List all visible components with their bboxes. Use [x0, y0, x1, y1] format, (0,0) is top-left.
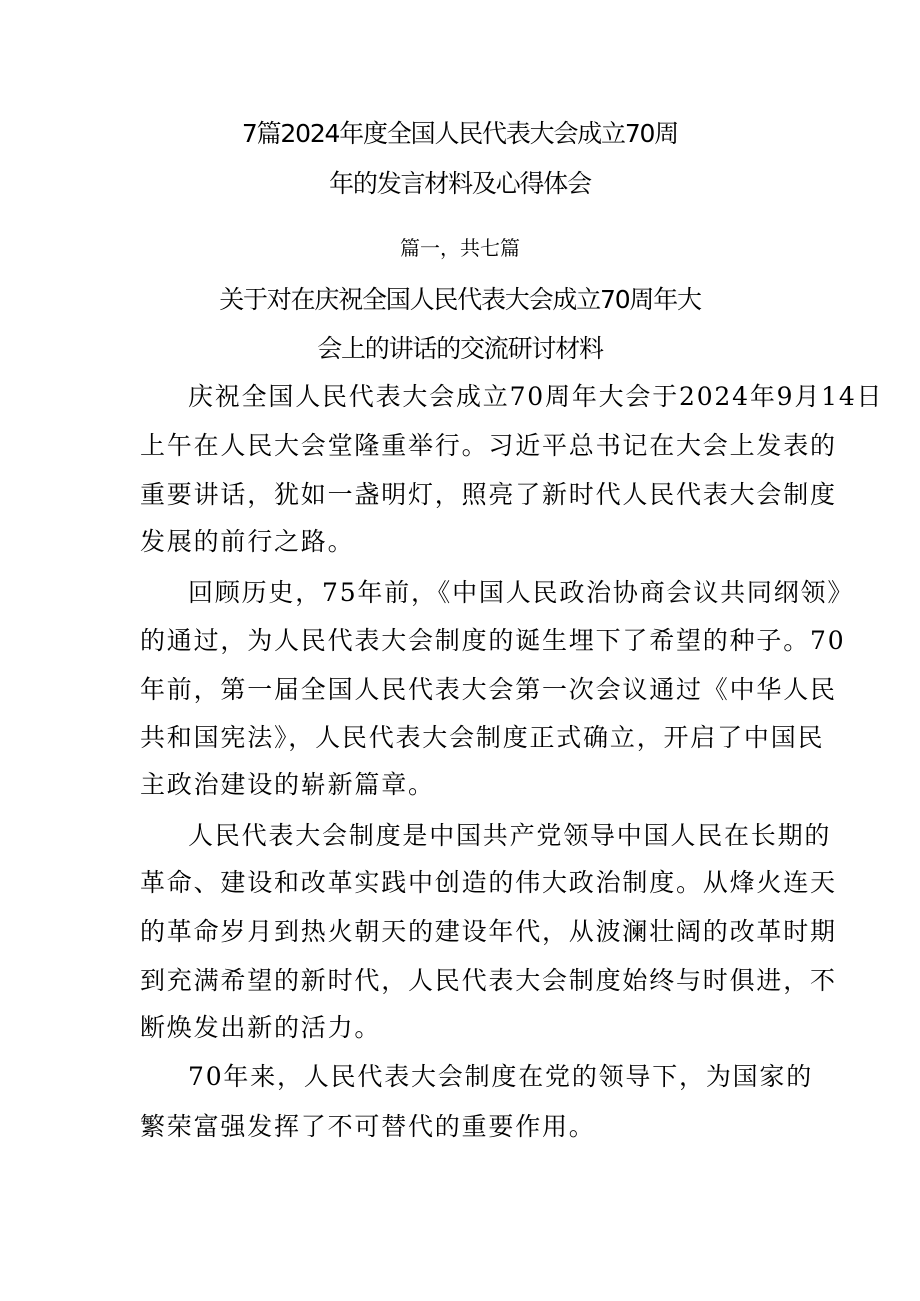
document-title-line-1: 7篇2024年度全国人民代表大会成立70周 [241, 119, 679, 148]
body-line: 的通过，为人民代表大会制度的诞生埋下了希望的种子。70 [140, 626, 846, 655]
body-line: 70年来，人民代表大会制度在党的领导下，为国家的 [188, 1062, 814, 1091]
body-line: 年前，第一届全国人民代表大会第一次会议通过《中华人民 [140, 675, 837, 704]
body-line: 庆祝全国人民代表大会成立70周年大会于2024年9月14日 [188, 382, 884, 411]
body-line: 共和国宪法》，人民代表大会制度正式确立，开启了中国民 [140, 723, 825, 752]
body-line: 上午在人民大会堂隆重举行。习近平总书记在大会上发表的 [140, 431, 837, 460]
body-line: 发展的前行之路。 [140, 527, 355, 556]
body-line: 的革命岁月到热火朝天的建设年代，从波澜壮阔的改革时期 [140, 917, 837, 946]
body-line: 主政治建设的崭新篇章。 [140, 770, 435, 799]
document-title-line-2: 年的发言材料及心得体会 [329, 169, 591, 198]
body-line: 重要讲话，犹如一盏明灯，照亮了新时代人民代表大会制度 [140, 480, 837, 509]
section-label: 篇一，共七篇 [400, 236, 520, 260]
section-heading-line-1: 关于对在庆祝全国人民代表大会成立70周年大 [219, 285, 701, 314]
body-line: 断焕发出新的活力。 [140, 1013, 382, 1042]
body-line: 人民代表大会制度是中国共产党领导中国人民在长期的 [188, 821, 832, 850]
section-heading-line-2: 会上的讲话的交流研讨材料 [317, 334, 603, 363]
body-line: 繁荣富强发挥了不可替代的重要作用。 [140, 1112, 596, 1141]
body-line: 回顾历史，75年前，《中国人民政治协商会议共同纲领》 [188, 578, 855, 607]
body-line: 革命、建设和改革实践中创造的伟大政治制度。从烽火连天 [140, 868, 837, 897]
body-line: 到充满希望的新时代，人民代表大会制度始终与时俱进，不 [140, 966, 837, 995]
